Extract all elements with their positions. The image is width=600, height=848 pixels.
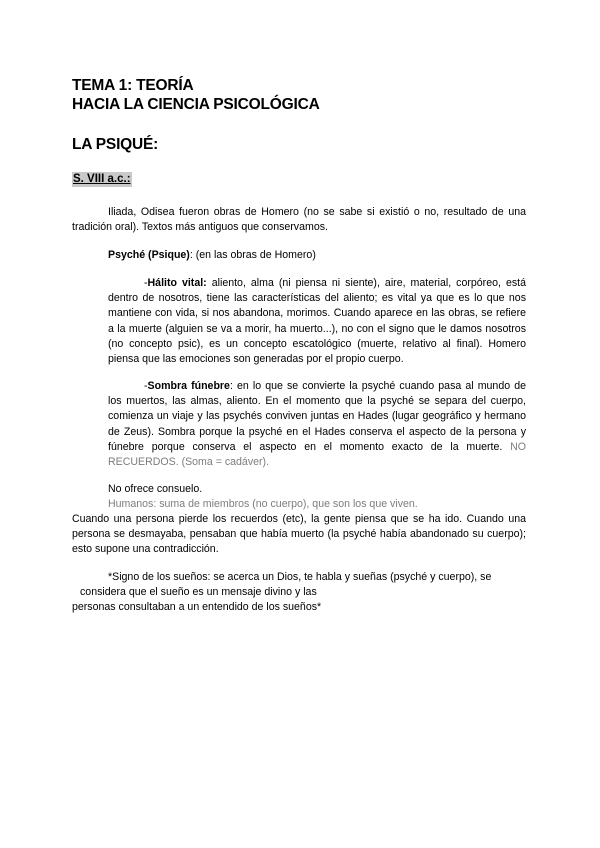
recuerdos-paragraph [72, 512, 526, 558]
consuelo-text: No ofrece consuelo. [108, 483, 203, 495]
halito-dash: - [144, 277, 148, 289]
section-heading: LA PSIQUÉ: [72, 136, 159, 153]
topic-title: TEMA 1: TEORÍA [72, 77, 194, 94]
suenos-line-2: considera que el sueño es un mensaje divino y las [80, 586, 317, 599]
psyche-heading [108, 248, 528, 263]
humanos-text: Humanos: suma de miembros (no cuerpo), que son los que viven. [108, 498, 418, 510]
iliada-paragraph [72, 205, 526, 235]
iliada-text: Iliada, Odisea fueron obras de Homero (no se sabe si existió o no, resultado de una tradición oral). Textos más antiguos que conservamos. [72, 206, 526, 234]
subject-title: HACIA LA CIENCIA PSICOLÓGICA [72, 96, 320, 113]
sombra-text: : en lo que se convierte la psyché cuando pasa al mundo de los muertos, las almas, aliento. En el momento que la psyché se separa del cuerpo, comienza un viaje y las psychés conviven juntas en Hades (lugar geográfico y hermano de Zeus). Sombra porque la psyché en el Hades conserva el aspecto de la persona y fúnebre porque conserva el aspecto en el momento exacto de la muerte. [108, 380, 526, 453]
psyche-note: : (en las obras de Homero) [189, 249, 316, 261]
recuerdos-text: Cuando una persona pierde los recuerdos (etc), la gente piensa que se ha ido. Cuando una persona se desmayaba, pensaban que había muerto (la psyché había abandonado su cuerpo); esto supone una contradicción. [72, 513, 526, 556]
no-recuerdos-note: NO RECUERDOS. (Soma = cadáver). [108, 440, 526, 469]
psyche-term: Psyché (Psique) [108, 249, 190, 261]
humanos-line [108, 497, 526, 512]
halito-term: Hálito vital: [147, 277, 207, 289]
sombra-dash: - [144, 380, 148, 392]
halito-paragraph [108, 276, 526, 367]
halito-text: aliento, alma (ni piensa ni siente), aire, material, corpóreo, está dentro de nosotros, tiene las características del aliento; es vital ya que es lo que nos mantiene con vida, si nos abandona, morimos. Cuando aparece en las obras, se refiere a la muerte (alguien se va a morir, ha muerto...), no con el signo que le damos nosotros (no concepto psic), es un concepto escatológico (muerte, relativo al final). Homero piensa que las emociones son generadas por el propio cuerpo. [108, 277, 526, 366]
sombra-term: Sombra fúnebre [147, 380, 230, 392]
consuelo-line [108, 482, 526, 497]
period-label: S. VIII a.c.: [73, 173, 131, 185]
suenos-line-3: personas consultaban a un entendido de los sueños* [72, 601, 322, 614]
sombra-paragraph [108, 379, 526, 470]
suenos-paragraph [72, 570, 532, 616]
suenos-line-1: *Signo de los sueños: se acerca un Dios, te habla y sueñas (psyché y cuerpo), se [108, 571, 492, 583]
